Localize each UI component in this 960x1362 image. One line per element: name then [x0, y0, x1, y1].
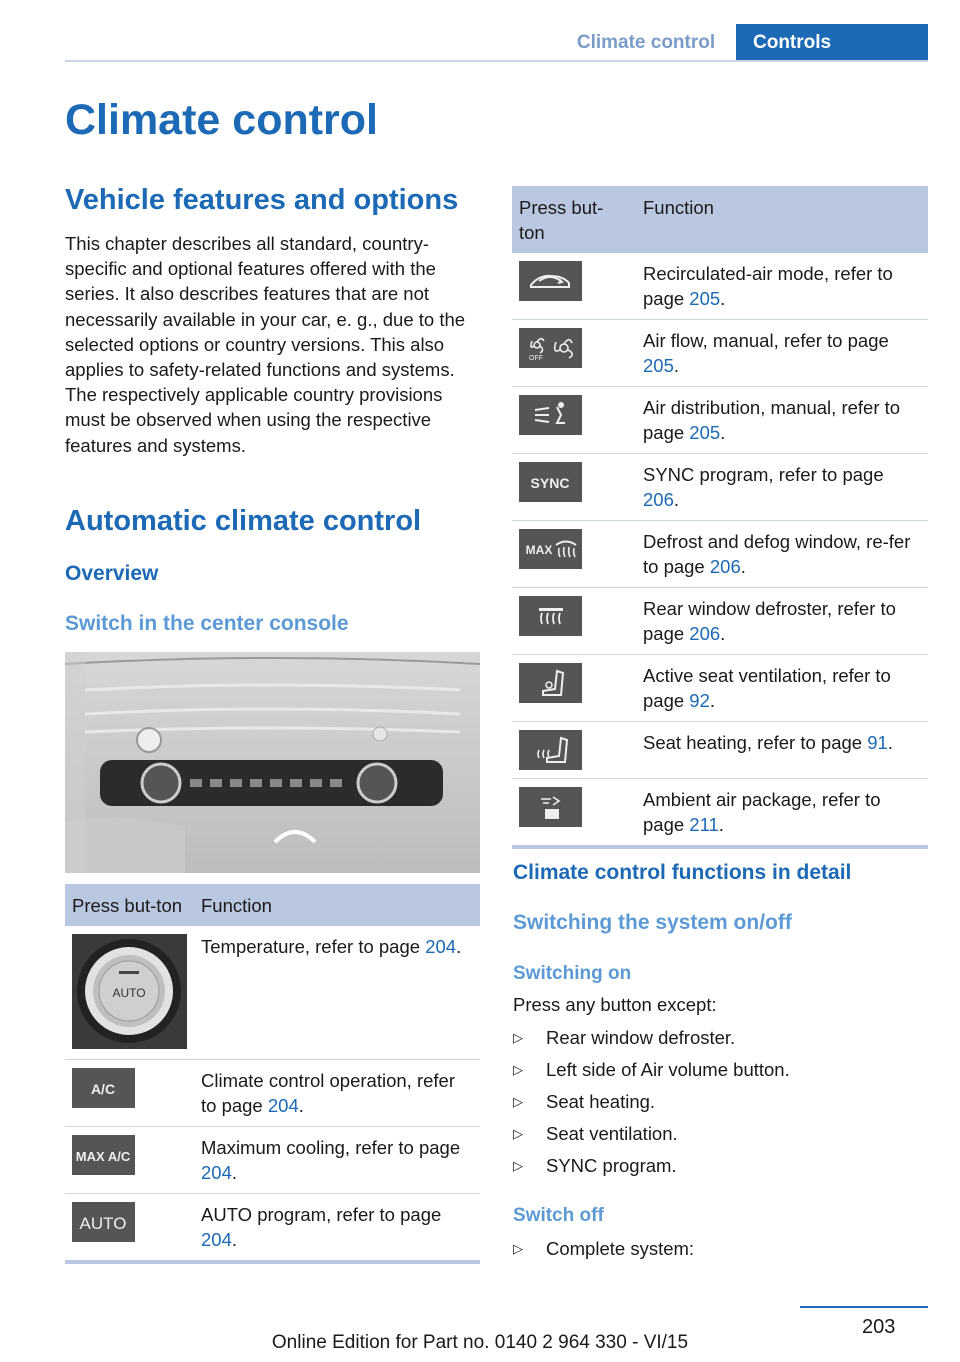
max-ac-button-icon — [72, 1135, 135, 1175]
ac-label: A/C — [90, 1081, 116, 1097]
row-text: Temperature, refer to page — [201, 936, 426, 957]
row-text: Air distribution, manual, refer to page — [643, 397, 901, 443]
header-section-title: Climate control — [576, 32, 716, 53]
switching-on-heading: Switching on — [513, 963, 632, 984]
row-text: Seat heating, refer to page — [643, 732, 868, 753]
table-row: Ambient air package, refer to page 211. — [512, 779, 928, 848]
switch-console-heading: Switch in the center console — [65, 612, 349, 635]
left-function-table — [65, 884, 480, 1264]
switching-on-intro: Press any button except: — [513, 994, 717, 1015]
header-divider — [65, 60, 928, 62]
table-row: AUTO Temperature, refer to page 204. — [65, 926, 480, 1060]
sync-button-icon — [519, 462, 582, 502]
detail-heading: Climate control functions in detail — [513, 861, 852, 884]
page-link[interactable]: 204 — [201, 1229, 232, 1250]
table-row: A/C Climate control operation, refer to page 204. — [65, 1060, 480, 1127]
table-row: MAX A/C Maximum cooling, refer to page 204. — [65, 1127, 480, 1194]
footer-divider — [800, 1306, 928, 1308]
switch-off-heading: Switch off — [513, 1205, 604, 1226]
table-row: MAX Defrost and defog window, re-fer to page 206. — [512, 521, 928, 588]
triangle-bullet-icon: ▷ — [513, 1094, 523, 1109]
list-item: ▷ SYNC program. — [513, 1150, 790, 1182]
seat-heating-icon — [519, 730, 582, 770]
list-item: ▷ Seat heating. — [513, 1086, 790, 1118]
page-link[interactable]: 204 — [425, 936, 457, 957]
list-item: ▷ Left side of Air volume button. — [513, 1054, 790, 1086]
row-text: SYNC program, refer to page — [643, 464, 884, 485]
triangle-bullet-icon: ▷ — [513, 1158, 523, 1173]
triangle-bullet-icon: ▷ — [513, 1030, 523, 1045]
table-row: Recirculated-air mode, refer to page 205. — [512, 253, 928, 320]
table-row: Active seat ventilation, refer to page 92. — [512, 655, 928, 722]
max-ac-label: MAX A/C — [75, 1149, 131, 1164]
page-link[interactable]: 91 — [867, 732, 888, 753]
air-flow-icon — [519, 328, 582, 368]
rear-defroster-icon — [519, 596, 582, 636]
row-text: Defrost and defog window, re-fer to page — [643, 531, 911, 577]
page-link[interactable]: 205 — [689, 422, 721, 443]
table-row: Rear window defroster, refer to page 206. — [512, 588, 928, 655]
triangle-bullet-icon: ▷ — [513, 1062, 523, 1077]
air-distribution-icon — [519, 395, 582, 435]
footer-edition: Online Edition for Part no. 0140 2 964 330 - VI/15 — [271, 1332, 689, 1353]
recirculation-icon — [519, 261, 582, 301]
page-title: Climate control — [65, 96, 378, 144]
ambient-air-icon — [519, 787, 582, 827]
vehicle-features-heading: Vehicle features and options — [65, 184, 459, 216]
defrost-label: MAX — [525, 543, 553, 557]
page-link[interactable]: 204 — [201, 1162, 232, 1183]
on-off-heading: Switching the system on/off — [513, 911, 792, 934]
page-link[interactable]: 206 — [643, 489, 674, 510]
table-header-button: Press but-ton — [65, 884, 194, 926]
row-text: Maximum cooling, refer to page — [201, 1137, 461, 1158]
list-item: ▷ Complete system: — [513, 1233, 694, 1265]
row-text: Recirculated-air mode, refer to page — [643, 263, 893, 309]
table-row: AUTO AUTO program, refer to page 204. — [65, 1194, 480, 1263]
row-text: Active seat ventilation, refer to page — [643, 665, 891, 711]
auto-button-icon — [72, 1202, 135, 1242]
page-link[interactable]: 211 — [689, 814, 719, 835]
row-text: Rear window defroster, refer to page — [643, 598, 896, 644]
switch-off-list — [513, 1233, 694, 1265]
sync-label: SYNC — [530, 475, 570, 491]
page-link[interactable]: 206 — [709, 556, 741, 577]
list-item: ▷ Rear window defroster. — [513, 1022, 790, 1054]
table-header-button: Press but-ton — [512, 186, 636, 253]
vehicle-features-body: This chapter describes all standard, country-specific and optional features offered with the series. It also describes features that are not necessarily available in your car, e. g., due to the selected options or country versions. This also applies to safety-related functions and systems. The respectively applicable country provisions must be observed when using the respective features and systems. — [65, 233, 466, 456]
switching-on-list — [513, 1022, 790, 1182]
row-text: Climate control operation, refer to page — [201, 1070, 455, 1116]
page-link[interactable]: 205 — [689, 288, 721, 309]
ac-button-icon — [72, 1068, 135, 1108]
seat-ventilation-icon — [519, 663, 582, 703]
page-number: 203 — [862, 1316, 896, 1338]
table-row: SYNC SYNC program, refer to page 206. — [512, 454, 928, 521]
page-link[interactable]: 92 — [689, 690, 710, 711]
list-item: ▷ Seat ventilation. — [513, 1118, 790, 1150]
overview-heading: Overview — [65, 562, 159, 585]
automatic-climate-heading: Automatic climate control — [65, 505, 422, 537]
table-row: Seat heating, refer to page 91. — [512, 722, 928, 779]
center-console-photo — [65, 652, 480, 873]
page-link[interactable]: 205 — [643, 355, 674, 376]
triangle-bullet-icon: ▷ — [513, 1241, 523, 1256]
table-row: Air distribution, manual, refer to page 205. — [512, 387, 928, 454]
right-function-table — [512, 186, 928, 849]
table-header-function: Function — [194, 884, 480, 926]
header-tab-controls[interactable]: Controls — [736, 24, 928, 62]
row-text: AUTO program, refer to page — [201, 1204, 442, 1225]
svg-text:AUTO: AUTO — [112, 986, 146, 1000]
defrost-icon — [519, 529, 582, 569]
auto-label: AUTO — [79, 1214, 127, 1233]
table-row: OFF Air flow, manual, refer to page 205. — [512, 320, 928, 387]
row-text: Air flow, manual, refer to page — [643, 330, 889, 351]
svg-text:OFF: OFF — [529, 355, 543, 362]
triangle-bullet-icon: ▷ — [513, 1126, 523, 1141]
temperature-knob-icon — [72, 934, 187, 1049]
page-link[interactable]: 206 — [689, 623, 721, 644]
page-link[interactable]: 204 — [267, 1095, 299, 1116]
table-header-function: Function — [636, 186, 928, 253]
row-text: Ambient air package, refer to page — [643, 789, 881, 835]
